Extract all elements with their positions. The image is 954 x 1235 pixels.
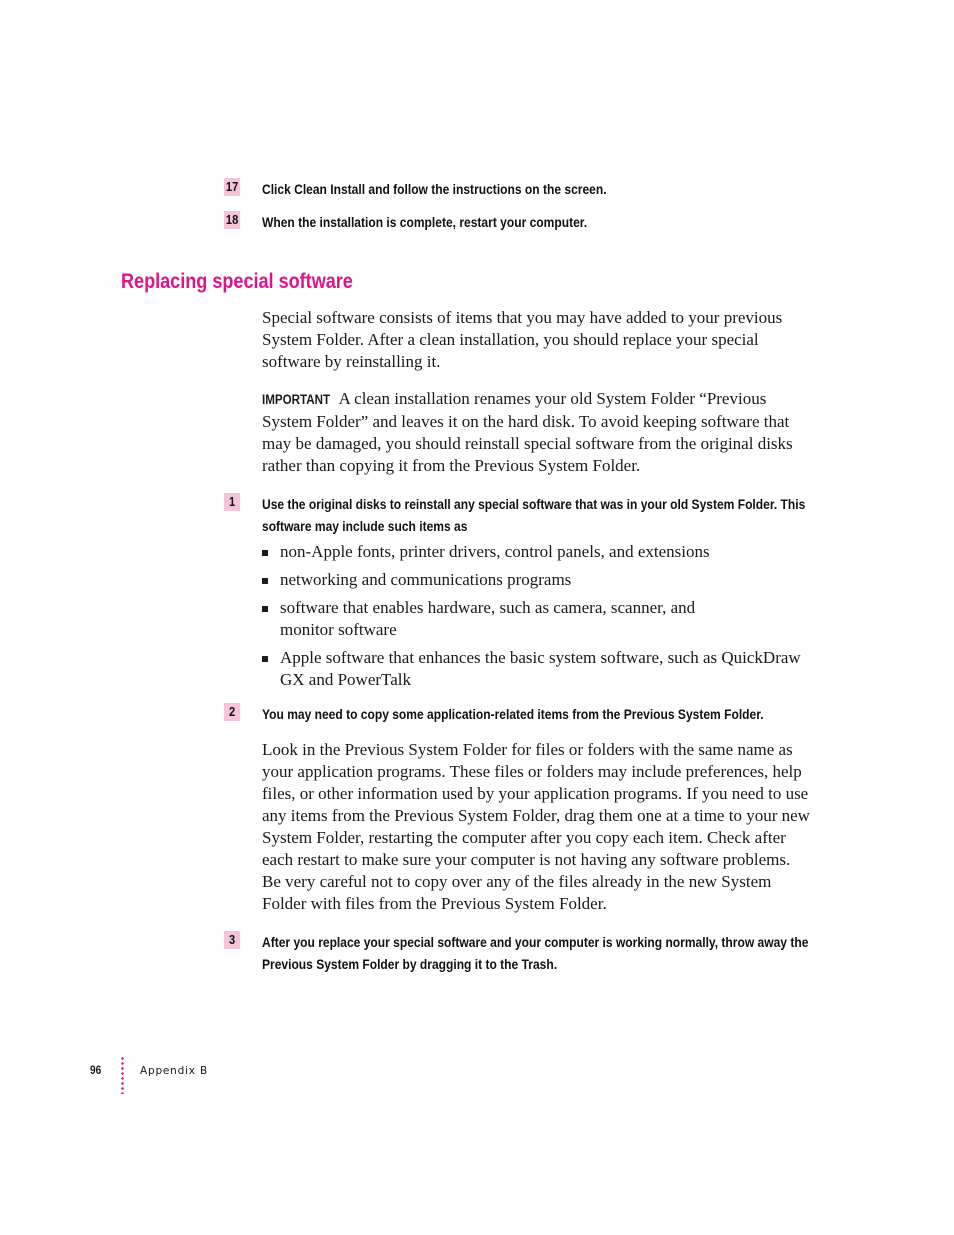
page-number: 96 <box>90 1063 102 1077</box>
step-number: 1 <box>224 493 240 511</box>
step-text: When the installation is complete, restart your computer. <box>262 214 588 230</box>
step-text: Click Clean Install and follow the instructions on the screen. <box>262 181 607 197</box>
bullet-icon <box>262 656 268 662</box>
important-label: IMPORTANT <box>262 392 331 407</box>
step-number: 2 <box>224 703 240 721</box>
bullet-icon <box>262 550 268 556</box>
step-number: 3 <box>224 931 240 949</box>
intro-paragraph: Special software consists of items that you may have added to your previous System Folder. After a clean installation, you should replace your special software by reinstalling it. <box>262 308 783 371</box>
step-text: After you replace your special software and your computer is working normally, throw away the Previous System Folder by dragging it to the Trash. <box>262 934 809 972</box>
step-number: 17 <box>225 179 239 194</box>
bullet-icon <box>262 578 268 584</box>
step-number: 18 <box>225 212 239 227</box>
step-text: Use the original disks to reinstall any special software that was in your old System Folder. This software may include such items as <box>262 496 806 534</box>
important-note <box>262 388 810 477</box>
bullet-icon <box>262 606 268 612</box>
important-text: A clean installation renames your old System Folder “Previous System Folder” and leaves it on the hard disk. To avoid keeping software that may be damaged, you should reinstall special software from the original disks rather than copying it from the Previous System Folder. <box>262 389 793 475</box>
footer-dotted-rule <box>121 1056 124 1094</box>
section-heading: Replacing special software <box>121 270 353 293</box>
step-text: You may need to copy some application-related items from the Previous System Folder. <box>262 706 764 722</box>
footer-label: Appendix B <box>140 1065 208 1077</box>
step-2-body: Look in the Previous System Folder for files or folders with the same name as your application programs. These files or folders may include preferences, help files, or other information used by your application programs. If you need to use any items from the Previous System Folder, drag them one at a time to your new System Folder, restarting the computer after you copy each item. Check after each restart to make sure your computer is not having any software problems. Be very careful not to copy over any of the files already in the new System Folder with files from the Previous System Folder. <box>262 740 810 913</box>
